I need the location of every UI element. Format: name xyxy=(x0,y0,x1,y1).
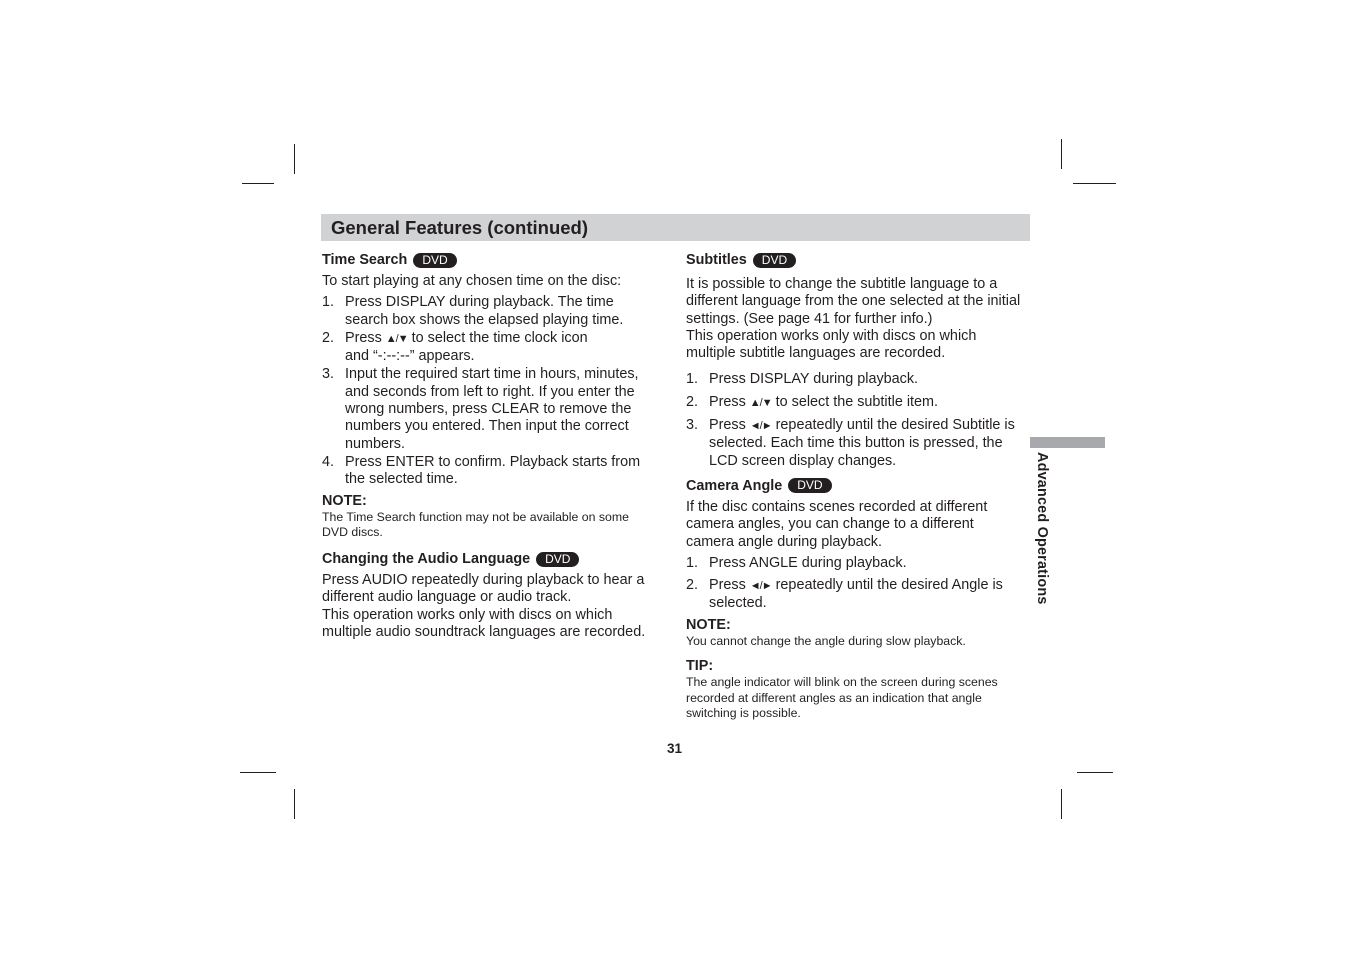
list-item: 2. Press ◄/► repeatedly until the desired Angle is selected. xyxy=(686,577,1003,612)
crop-mark xyxy=(1073,183,1116,184)
list-item: 3. Press ◄/► repeatedly until the desired Subtitle is selected. Each time this button is pressed, the LCD screen display changes. xyxy=(686,417,1015,469)
left-column xyxy=(322,250,657,645)
crop-mark xyxy=(240,772,276,773)
dvd-badge: DVD xyxy=(413,253,456,268)
list-item: 4. Press ENTER to confirm. Playback starts from the selected time. xyxy=(322,453,641,488)
subtitles-steps xyxy=(686,371,1031,469)
note-heading: NOTE: xyxy=(322,492,367,509)
crop-mark xyxy=(294,789,295,819)
camera-angle-steps xyxy=(686,555,1031,613)
tip-heading: TIP: xyxy=(686,657,714,674)
left-right-arrow-icon: ◄/► xyxy=(749,580,772,593)
section-header xyxy=(321,214,1030,241)
tip-text: The angle indicator will blink on the screen during scenes recorded at different angles as an indication that angle switching is possible. xyxy=(686,674,998,721)
list-item: 2. Press ▲/▼ to select the subtitle item. xyxy=(686,393,939,410)
dvd-badge: DVD xyxy=(536,552,579,567)
subtitles-intro: It is possible to change the subtitle language to a different language from the one selected at the initial settings. (See page 41 for further info.) This operation works only with discs on which multiple subtitle languages are recorded. xyxy=(686,276,1021,362)
dvd-badge: DVD xyxy=(753,253,796,268)
list-item: 2. Press ▲/▼ to select the time clock icon and “-:--:--” appears. xyxy=(322,329,588,365)
crop-mark xyxy=(294,144,295,174)
crop-mark xyxy=(242,183,274,184)
crop-mark xyxy=(1061,789,1062,819)
camera-angle-intro: If the disc contains scenes recorded at different camera angles, you can change to a different camera angle during playback. xyxy=(686,498,988,550)
crop-mark xyxy=(1077,772,1113,773)
time-search-intro: To start playing at any chosen time on the disc: xyxy=(322,273,622,289)
right-column xyxy=(686,250,1031,722)
list-item: 1. Press ANGLE during playback. xyxy=(686,554,907,571)
up-down-arrow-icon: ▲/▼ xyxy=(749,396,772,409)
list-item: 1. Press DISPLAY during playback. The time search box shows the elapsed playing time. xyxy=(322,294,624,328)
up-down-arrow-icon: ▲/▼ xyxy=(385,332,408,345)
chapter-label: Advanced Operations xyxy=(1034,452,1050,605)
note-heading: NOTE: xyxy=(686,616,731,633)
page-number: 31 xyxy=(666,741,683,756)
list-item: 1. Press DISPLAY during playback. xyxy=(686,371,919,388)
audio-language-text: Press AUDIO repeatedly during playback to hear a different audio language or audio track. This operation works only with discs on which multiple audio soundtrack languages are recorded. xyxy=(322,572,646,640)
crop-mark xyxy=(1061,139,1062,169)
list-item: 3. Input the required start time in hours, minutes, and seconds from left to right. If you enter the wrong numbers, press CLEAR to remove the numbers you entered. Then input the correct numbers. xyxy=(322,366,639,452)
chapter-tab xyxy=(1030,437,1105,448)
note-text: The Time Search function may not be available on some DVD discs. xyxy=(322,509,629,540)
time-search-steps xyxy=(322,294,657,488)
audio-language-heading: Changing the Audio Language DVD xyxy=(322,549,657,569)
camera-angle-heading: Camera Angle DVD xyxy=(686,476,1031,496)
time-search-heading: Time Search DVD xyxy=(322,250,657,270)
note-text: You cannot change the angle during slow playback. xyxy=(686,634,966,649)
page-title: General Features (continued) xyxy=(331,217,588,238)
dvd-badge: DVD xyxy=(788,478,831,493)
left-right-arrow-icon: ◄/► xyxy=(749,420,772,433)
subtitles-heading: Subtitles DVD xyxy=(686,250,1031,270)
